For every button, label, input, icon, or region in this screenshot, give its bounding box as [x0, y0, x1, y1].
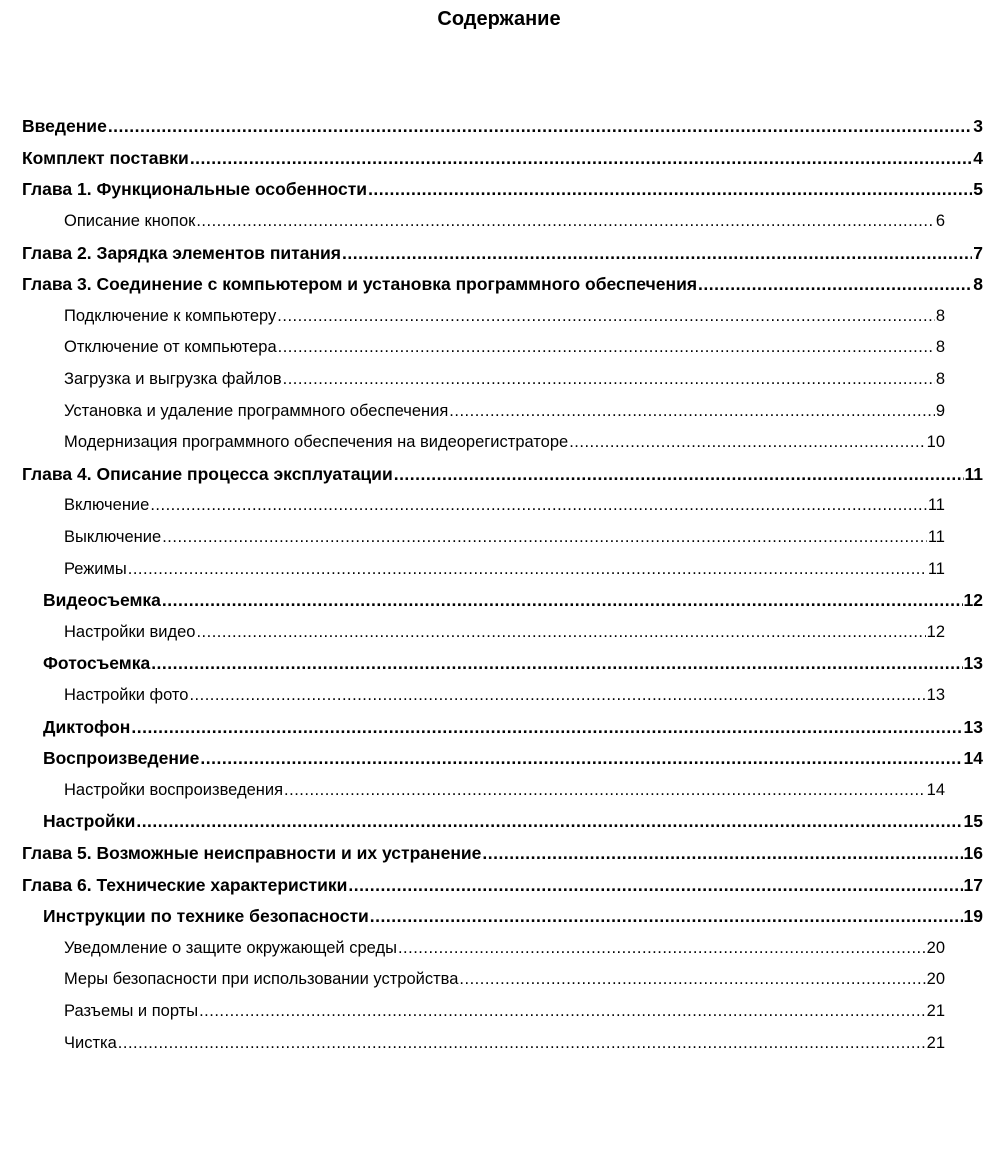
dot-leader [368, 179, 972, 200]
toc-entry-label: Загрузка и выгрузка файлов [64, 370, 282, 389]
toc-entry-label: Режимы [64, 559, 127, 578]
dot-leader [151, 653, 962, 674]
toc-entry-label: Настройки [43, 811, 136, 832]
toc-title: Содержание [437, 8, 561, 30]
toc-entry[interactable] [0, 395, 998, 427]
toc-entry[interactable] [0, 743, 998, 775]
dot-leader [342, 243, 972, 264]
toc-entry[interactable] [0, 648, 998, 680]
toc-entry[interactable] [0, 585, 998, 617]
toc-entry-page: 4 [973, 147, 983, 168]
dot-leader [150, 496, 927, 515]
toc-entry-label: Глава 6. Технические характеристики [22, 874, 348, 895]
toc-entry-page: 12 [926, 622, 945, 641]
toc-entry-page: 13 [963, 653, 983, 674]
toc-entry[interactable] [0, 996, 998, 1028]
dot-leader [394, 464, 964, 485]
toc-entry[interactable] [0, 490, 998, 522]
toc-entry-page: 8 [973, 274, 983, 295]
toc-entry-page: 15 [963, 811, 983, 832]
toc-entry[interactable] [0, 964, 998, 996]
toc-entry[interactable] [0, 269, 998, 301]
toc-entry-label: Настройки видео [64, 622, 196, 641]
toc-entry[interactable] [0, 806, 998, 838]
toc-entry[interactable] [0, 838, 998, 870]
toc-entry-label: Уведомление о защите окружающей среды [64, 938, 397, 957]
toc-entry-label: Описание кнопок [64, 212, 196, 231]
toc-entry-label: Глава 2. Зарядка элементов питания [22, 242, 341, 263]
toc-entry[interactable] [0, 237, 998, 269]
dot-leader [136, 811, 962, 832]
toc-entry-page: 11 [927, 528, 945, 547]
dot-leader [569, 433, 925, 452]
dot-leader [278, 338, 935, 357]
toc-entry-label: Комплект поставки [22, 147, 189, 168]
toc-entry-label: Глава 1. Функциональные особенности [22, 179, 368, 200]
toc-entry-label: Разъемы и порты [64, 1001, 199, 1020]
dot-leader [128, 560, 927, 579]
dot-leader [196, 212, 934, 231]
toc-entry[interactable] [0, 174, 998, 206]
toc-entry-label: Меры безопасности при использовании устройства [64, 970, 459, 989]
toc-entry-page: 20 [926, 938, 945, 957]
dot-leader [370, 906, 963, 927]
toc-entry-page: 14 [963, 748, 983, 769]
toc-entry-page: 20 [926, 970, 945, 989]
toc-entry[interactable] [0, 522, 998, 554]
toc-entry-page: 8 [935, 370, 945, 389]
dot-leader [131, 717, 962, 738]
dot-leader [200, 748, 962, 769]
toc-entry-label: Установка и удаление программного обеспечения [64, 401, 449, 420]
toc-entry[interactable] [0, 774, 998, 806]
dot-leader [482, 843, 962, 864]
toc-entry[interactable] [0, 111, 998, 143]
toc-entry-page: 7 [973, 242, 983, 263]
toc-entry-page: 21 [926, 1001, 945, 1020]
dot-leader [189, 686, 925, 705]
toc-entry-page: 5 [973, 179, 983, 200]
toc-entry-page: 13 [926, 685, 945, 704]
toc-entry-label: Фотосъемка [43, 653, 151, 674]
toc-entry-label: Настройки воспроизведения [64, 780, 284, 799]
toc-entry[interactable] [0, 459, 998, 491]
toc-entry[interactable] [0, 553, 998, 585]
toc-entry-page: 21 [926, 1033, 945, 1052]
toc-entry-label: Глава 4. Описание процесса эксплуатации [22, 463, 393, 484]
toc-entry[interactable] [0, 869, 998, 901]
dot-leader [162, 528, 927, 547]
dot-leader [199, 1002, 926, 1021]
dot-leader [190, 148, 972, 169]
dot-leader [108, 116, 972, 137]
toc-entry-page: 8 [935, 338, 945, 357]
dot-leader [162, 590, 963, 611]
toc-entry-page: 11 [964, 463, 983, 484]
dot-leader [459, 970, 925, 989]
toc-entry-page: 8 [935, 306, 945, 325]
toc-entry[interactable] [0, 1027, 998, 1059]
dot-leader [348, 875, 962, 896]
toc-entry[interactable] [0, 932, 998, 964]
dot-leader [698, 274, 972, 295]
dot-leader [277, 307, 935, 326]
toc-entry-page: 9 [935, 401, 945, 420]
toc-entry-page: 14 [926, 780, 945, 799]
toc-entry-label: Введение [22, 116, 107, 137]
toc-entry-label: Включение [64, 496, 150, 515]
toc-entry-page: 12 [963, 590, 983, 611]
toc-entry[interactable] [0, 364, 998, 396]
toc-entry[interactable] [0, 143, 998, 175]
toc-entry-label: Воспроизведение [43, 748, 200, 769]
toc-entry-page: 3 [973, 116, 983, 137]
toc-entry-page: 10 [926, 433, 945, 452]
toc-entry-label: Выключение [64, 528, 162, 547]
toc-entry[interactable] [0, 711, 998, 743]
toc-entry-page: 13 [963, 716, 983, 737]
toc-entry-page: 19 [963, 906, 983, 927]
toc-entry-label: Диктофон [43, 716, 131, 737]
toc-entry-label: Подключение к компьютеру [64, 306, 277, 325]
dot-leader [196, 623, 925, 642]
toc-entry-page: 17 [963, 874, 983, 895]
dot-leader [118, 1034, 926, 1053]
toc-entry-label: Чистка [64, 1033, 117, 1052]
toc-entry-page: 6 [935, 212, 945, 231]
toc-entry-page: 11 [927, 559, 945, 578]
toc-entry-label: Инструкции по технике безопасности [43, 906, 369, 927]
toc-entry-label: Модернизация программного обеспечения на видеорегистраторе [64, 433, 569, 452]
toc-entry[interactable] [0, 617, 998, 649]
toc-entry[interactable] [0, 901, 998, 933]
toc-entry-label: Видеосъемка [43, 590, 161, 611]
toc-entry[interactable] [0, 332, 998, 364]
toc-entry-label: Глава 3. Соединение с компьютером и установка программного обеспечения [22, 274, 698, 295]
dot-leader [283, 370, 935, 389]
toc-entry-page: 16 [963, 842, 983, 863]
toc-entry-label: Отключение от компьютера [64, 338, 277, 357]
toc-entry-label: Настройки фото [64, 685, 189, 704]
toc-entry-label: Глава 5. Возможные неисправности и их устранение [22, 842, 482, 863]
toc-entry[interactable] [0, 301, 998, 333]
toc-entry[interactable] [0, 680, 998, 712]
toc-entry[interactable] [0, 206, 998, 238]
toc-entry[interactable] [0, 427, 998, 459]
table-of-contents [0, 111, 998, 1059]
dot-leader [284, 781, 926, 800]
dot-leader [398, 939, 926, 958]
toc-entry-page: 11 [927, 496, 945, 515]
dot-leader [449, 402, 935, 421]
